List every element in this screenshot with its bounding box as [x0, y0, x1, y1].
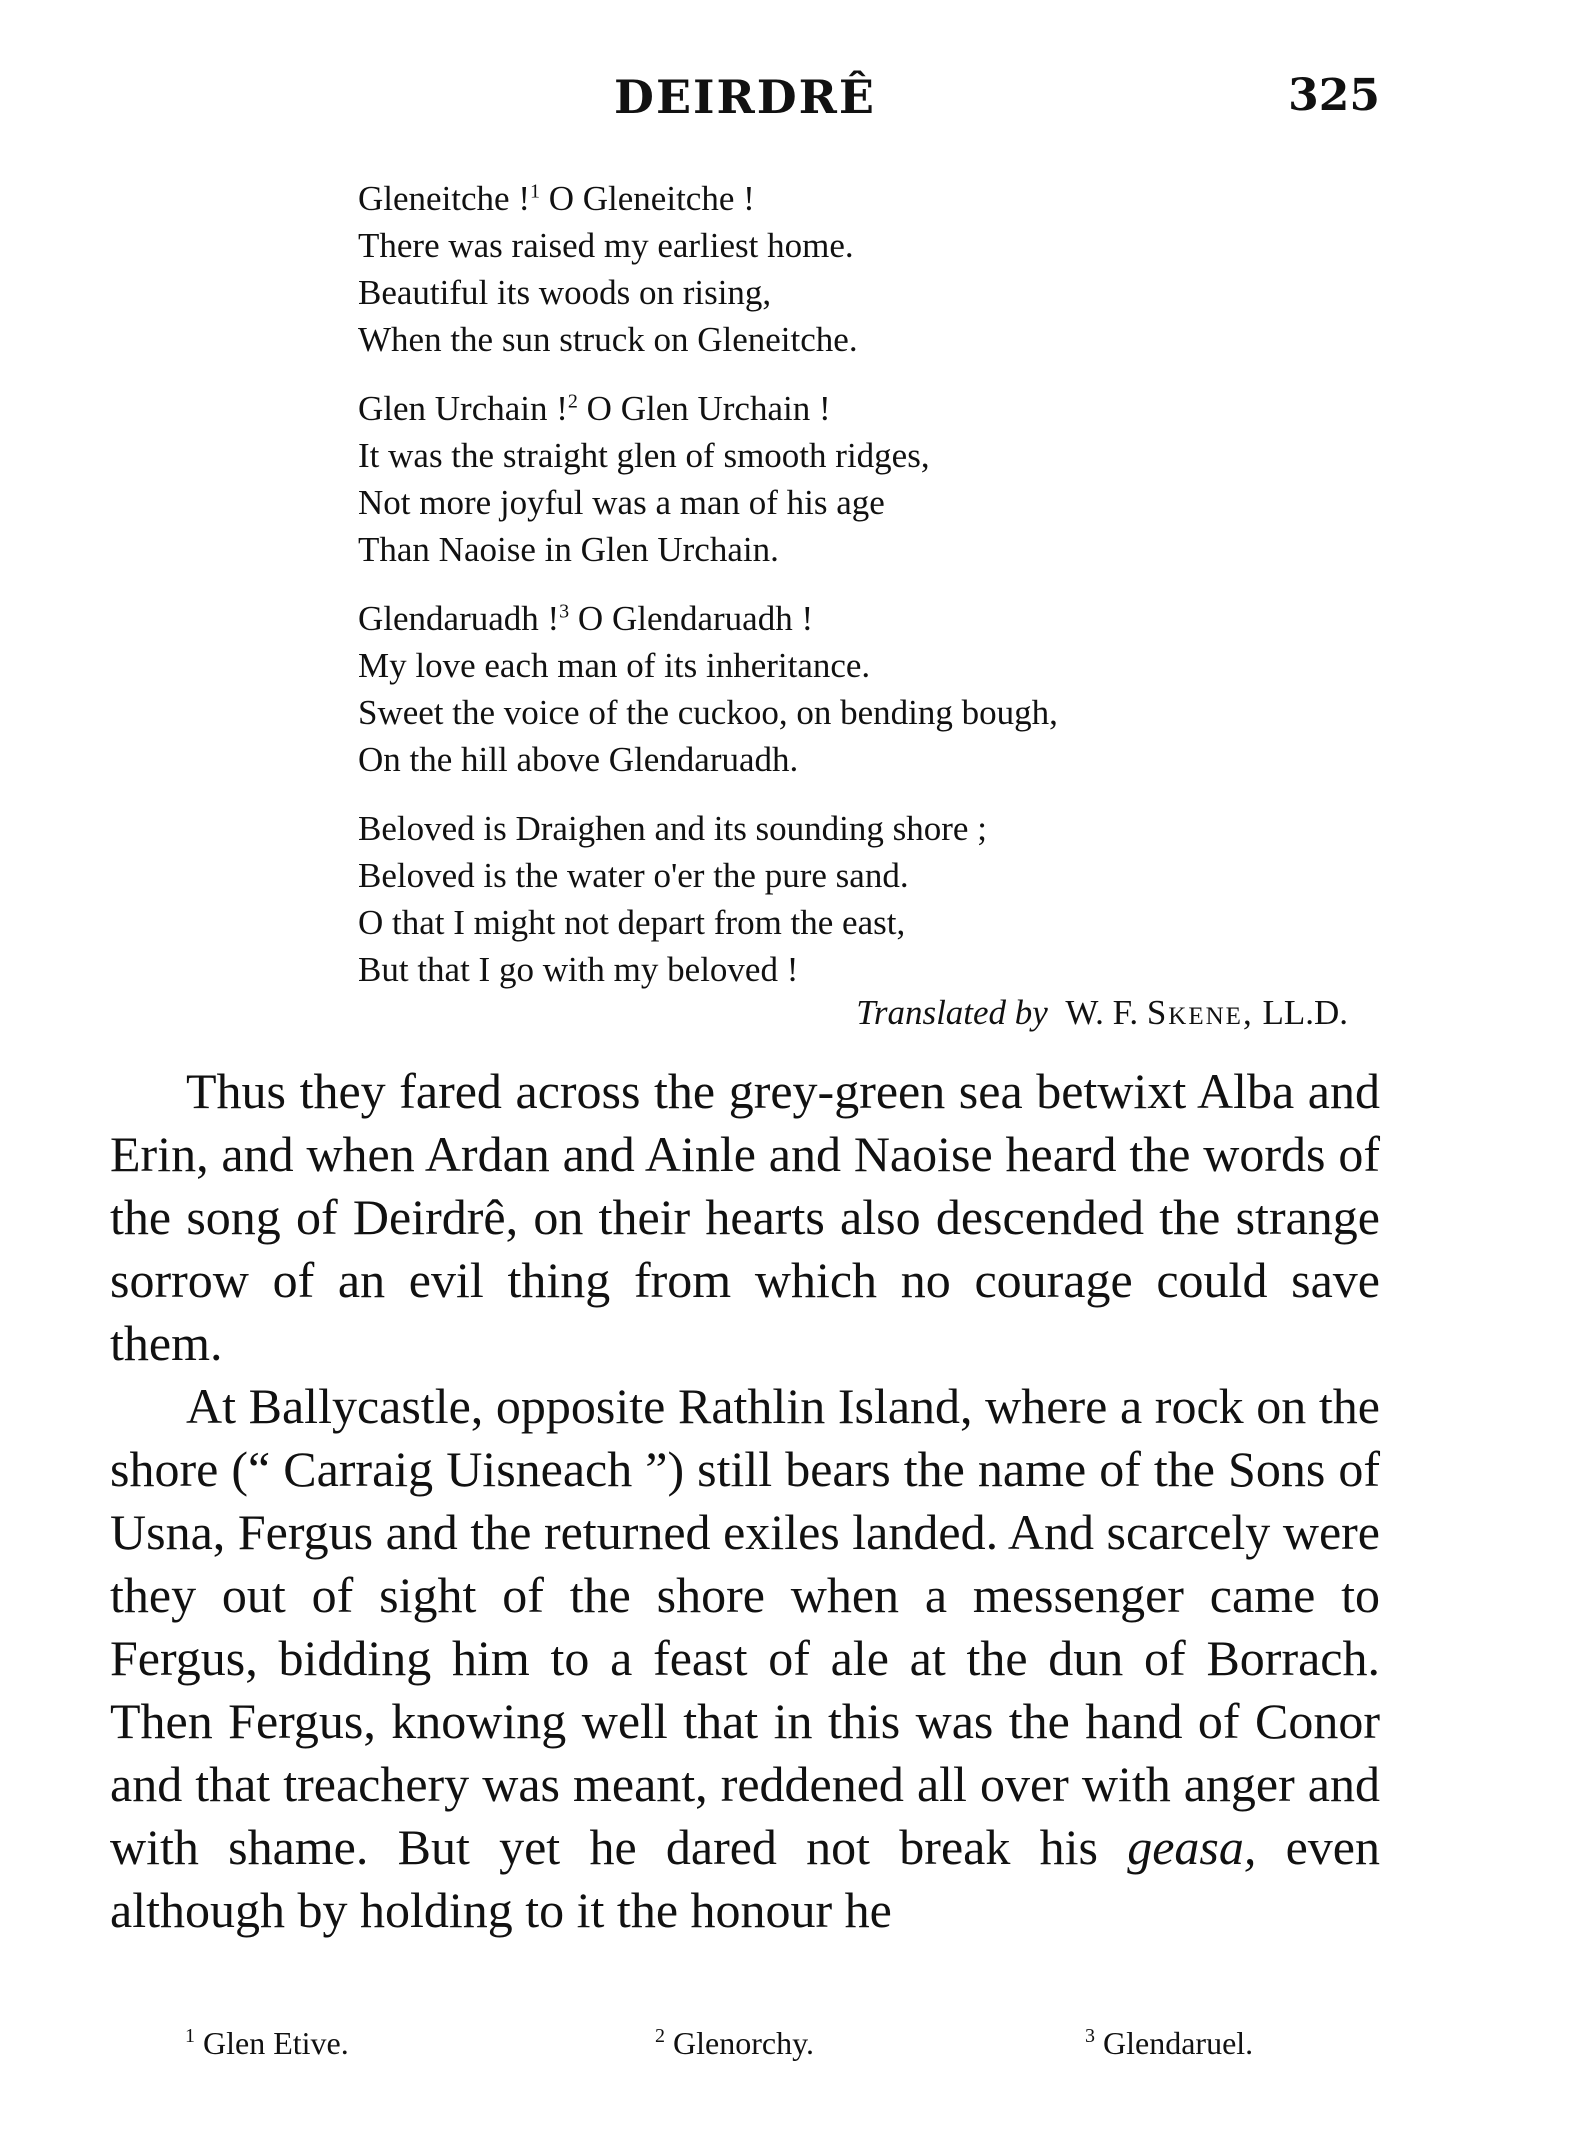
stanza-3	[358, 595, 1348, 783]
poem-line: Glen Urchain !$^2$ O Glen Urchain !	[358, 389, 831, 428]
footnotes	[185, 2025, 1315, 2075]
poem-line: But that I go with my beloved !	[358, 950, 799, 989]
poem-line: On the hill above Glendaruadh.	[358, 740, 799, 779]
footnote: $^2$ Glenorchy.	[655, 2025, 814, 2061]
poem-line: Beloved is the water o'er the pure sand.	[358, 856, 909, 895]
stanza-4	[358, 805, 1348, 993]
poem	[358, 175, 1348, 1036]
footnote-marker: 1	[530, 180, 540, 203]
poem-line: It was the straight glen of smooth ridges,	[358, 436, 930, 475]
poem-line: Not more joyful was a man of his age	[358, 483, 885, 522]
poem-line: Glendaruadh !$^3$ O Glendaruadh !	[358, 599, 814, 638]
page-number: 325	[1288, 70, 1380, 121]
footnote-marker: 3	[559, 600, 570, 623]
footnote: $^1$ Glen Etive.	[185, 2025, 349, 2061]
poem-line: Gleneitche !$^1$ O Gleneitche !	[358, 179, 755, 218]
page-header	[110, 70, 1380, 140]
poem-line: My love each man of its inheritance.	[358, 646, 871, 685]
footnote-marker: 2	[567, 390, 578, 413]
poem-line: Beloved is Draighen and its sounding shore ;	[358, 809, 987, 848]
stanza-2	[358, 385, 1348, 573]
translator-attribution: Translated by W. F. Skene, LL.D.	[856, 993, 1348, 1032]
paragraph: Thus they fared across the grey-green sea betwixt Alba and Erin, and when Ardan and Ainle and Naoise heard the words of the song of Deirdrê, on their hearts also descended the strange sorrow of an evil thing from which no courage could save them.	[110, 1063, 1380, 1371]
paragraph: At Ballycastle, opposite Rathlin Island, where a rock on the shore (“ Carraig Uisneach ”) still bears the name of the Sons of Usna, Fergus and the returned exiles landed. And scarcely were they out of sight of the shore when a messenger came to Fergus, bidding him to a feast of ale at the dun of Borrach. Then Fergus, knowing well that in this was the hand of Conor and that treachery was meant, reddened all over with anger and with shame. But yet he dared not break his geasa, even although by holding to it the honour he	[110, 1378, 1380, 1938]
prose-body	[110, 1060, 1380, 1942]
poem-line: Beautiful its woods on rising,	[358, 273, 772, 312]
footnote: $^3$ Glendaruel.	[1085, 2025, 1254, 2061]
poem-line: O that I might not depart from the east,	[358, 903, 906, 942]
stanza-1	[358, 175, 1348, 363]
running-title: DEIRDRÊ	[614, 70, 876, 124]
poem-line: Sweet the voice of the cuckoo, on bending bough,	[358, 693, 1058, 732]
italic-word: geasa,	[1127, 1819, 1257, 1875]
poem-line: Than Naoise in Glen Urchain.	[358, 530, 779, 569]
poem-line: There was raised my earliest home.	[358, 226, 854, 265]
poem-line: When the sun struck on Gleneitche.	[358, 320, 858, 359]
